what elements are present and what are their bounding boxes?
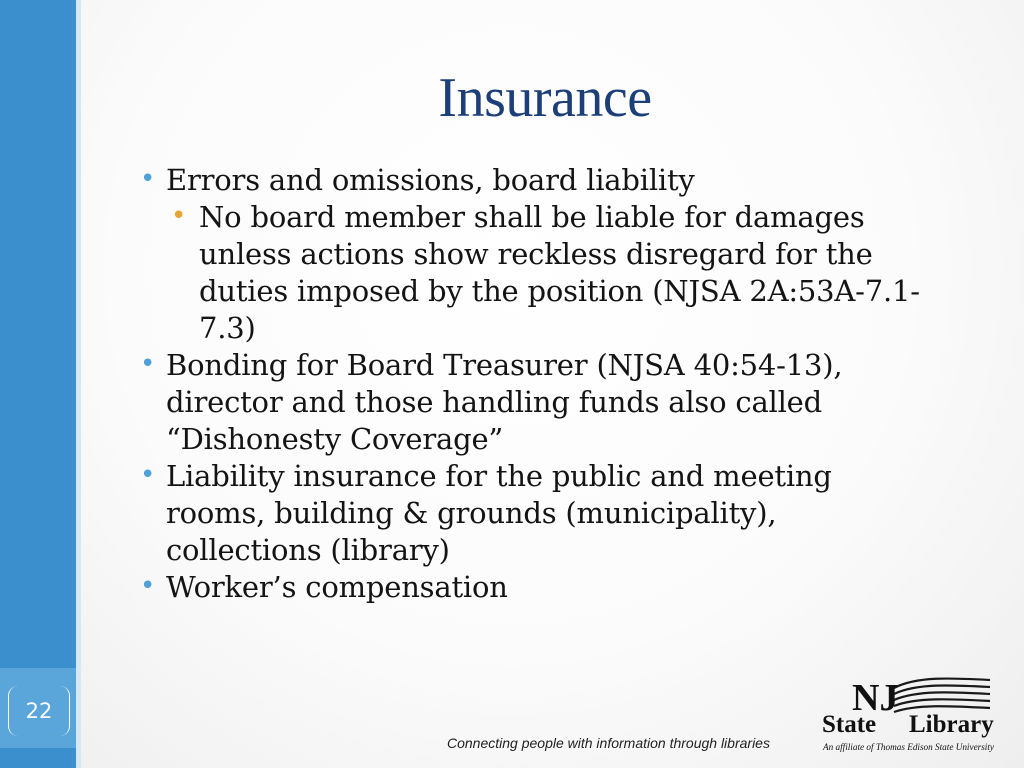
footer-tagline: Connecting people with information through libraries [447,735,770,751]
logo-library-text: Library [909,711,994,738]
sidebar-band [0,0,76,768]
sub-bullet-item: • No board member shall be liable for damages unless actions show reckless disregard for the duties imposed by the position (NJSA 2A:53A-7.1-7.3) [169,199,936,347]
nj-state-library-logo [822,674,1002,756]
bullet-list [136,162,936,606]
bullet-item: • Errors and omissions, board liability [136,162,936,199]
bullet-item: • Worker’s compensation [136,569,936,606]
bullet-item: • Bonding for Board Treasurer (NJSA 40:54-13), director and those handling funds also called “Dishonesty Coverage” [136,347,936,458]
book-pages-icon [894,678,990,712]
slide-title: Insurance [438,67,652,129]
logo-state-text: State [822,711,877,738]
logo-affiliate-text: An affiliate of Thomas Edison State University [823,742,994,752]
slide-number: 22 [8,686,70,736]
logo-nj-text: NJ [852,677,899,719]
sidebar-edge [76,0,81,768]
bullet-item: • Liability insurance for the public and meeting rooms, building & grounds (municipality), collections (library) [136,458,936,569]
